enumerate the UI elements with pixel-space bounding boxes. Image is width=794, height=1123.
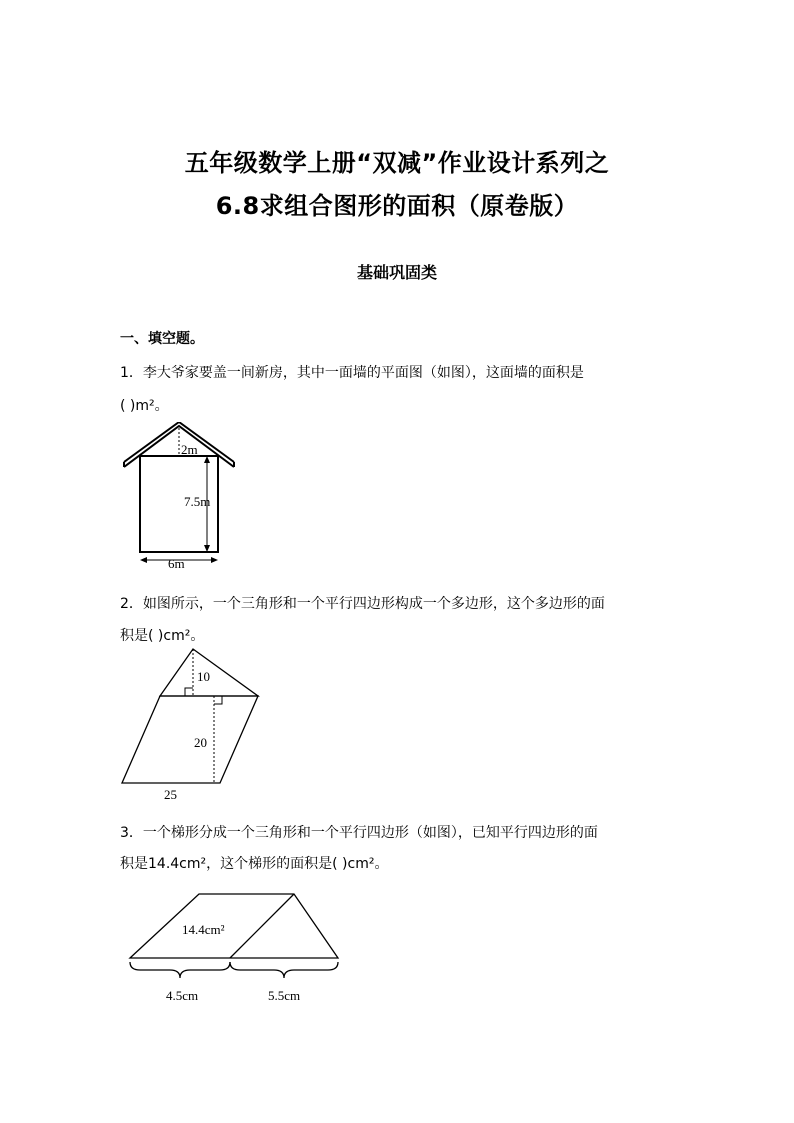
q2-polygon-figure bbox=[118, 646, 264, 804]
q1-wall-height-label: 7.5m bbox=[184, 494, 211, 509]
q2-text-line-2: 积是( )cm²。 bbox=[120, 628, 205, 644]
q2-triangle-height-label: 10 bbox=[197, 669, 210, 684]
q3-trapezoid-figure bbox=[126, 890, 340, 1008]
q2-base-label: 25 bbox=[164, 787, 177, 802]
q3-left-length-label: 4.5cm bbox=[166, 988, 199, 1003]
q3-text-line-2: 积是14.4cm²，这个梯形的面积是( )cm²。 bbox=[120, 856, 389, 872]
q1-text-line-1: 1．李大爷家要盖一间新房，其中一面墙的平面图（如图），这面墙的面积是 bbox=[120, 365, 584, 381]
section-heading: 基础巩固类 bbox=[356, 263, 437, 282]
q3-right-length-label: 5.5cm bbox=[268, 988, 301, 1003]
title-line-2: 6.8求组合图形的面积（原卷版） bbox=[215, 192, 579, 220]
q1-width-label: 6m bbox=[168, 556, 185, 570]
q1-text-line-2: ( )m²。 bbox=[120, 398, 169, 414]
q2-text-line-1: 2．如图所示，一个三角形和一个平行四边形构成一个多边形，这个多边形的面 bbox=[120, 596, 605, 612]
q3-text-line-1: 3．一个梯形分成一个三角形和一个平行四边形（如图），已知平行四边形的面 bbox=[120, 825, 598, 841]
title-line-1: 五年级数学上册“双减”作业设计系列之 bbox=[184, 149, 610, 177]
q2-parallelogram-height-label: 20 bbox=[194, 735, 207, 750]
q1-roof-height-label: 2m bbox=[181, 442, 198, 457]
q3-area-label: 14.4cm² bbox=[182, 922, 225, 937]
q1-house-figure bbox=[118, 422, 238, 570]
part-heading: 一、填空题。 bbox=[120, 331, 204, 347]
